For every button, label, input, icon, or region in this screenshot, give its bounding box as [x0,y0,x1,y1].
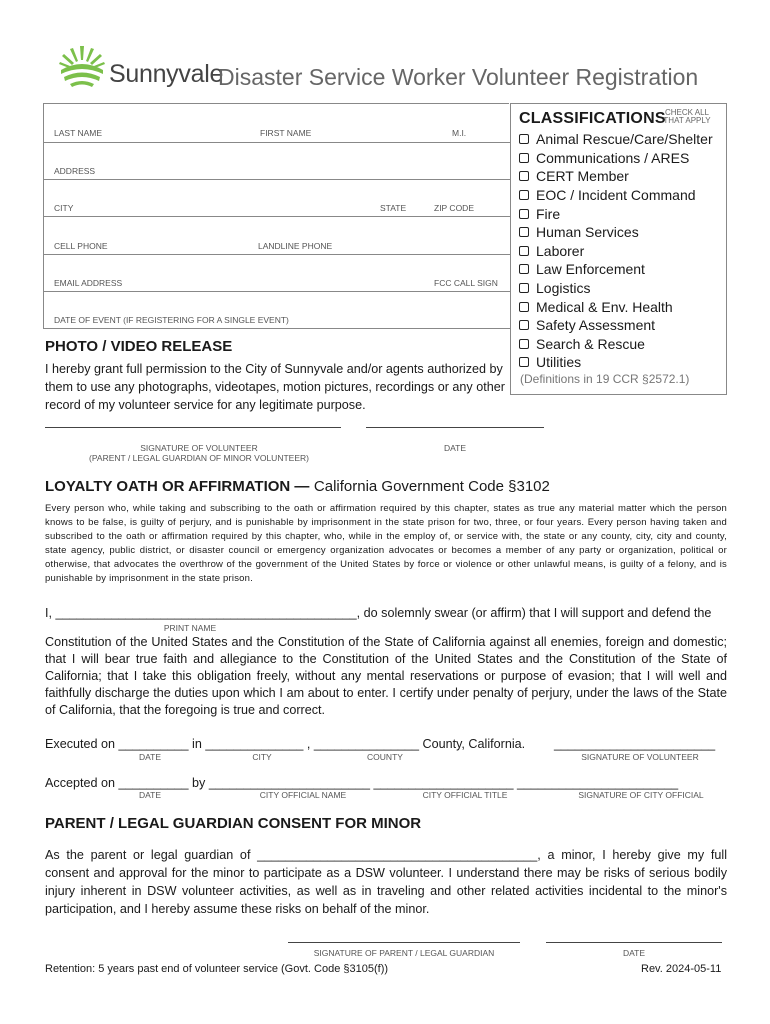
guardian-label: (PARENT / LEGAL GUARDIAN OF MINOR VOLUNTEER) [89,453,309,463]
classification-item[interactable]: Logistics [519,280,590,296]
classification-item[interactable]: Search & Rescue [519,336,645,352]
address-label: ADDRESS [54,166,96,176]
oath-opening[interactable]: I, ___________________________________________, do solemnly swear (or affirm) that I will support and defend the [45,606,712,620]
guardian-signature-label: SIGNATURE OF PARENT / LEGAL GUARDIAN [313,948,495,958]
classification-item[interactable]: Laborer [519,243,584,259]
last-name-label: LAST NAME [54,128,103,138]
phone-field[interactable] [44,254,510,255]
state-label: STATE [380,203,407,213]
classification-item[interactable]: Safety Assessment [519,317,655,333]
classification-item[interactable]: CERT Member [519,168,629,184]
checkbox-icon[interactable] [519,302,529,312]
city-state-zip-field[interactable] [44,216,510,217]
executed-county-label: COUNTY [367,752,403,762]
event-date-label: DATE OF EVENT (IF REGISTERING FOR A SINGLE EVENT) [54,315,289,325]
guardian-date-line[interactable] [546,942,722,943]
photo-release-heading: PHOTO / VIDEO RELEASE [45,338,233,355]
registration-fields [43,103,509,329]
checkbox-icon[interactable] [519,190,529,200]
checkbox-icon[interactable] [519,134,529,144]
landline-phone-label: LANDLINE PHONE [258,241,333,251]
executed-signature-label: SIGNATURE OF VOLUNTEER [581,752,699,762]
date-label: DATE [443,443,467,453]
city-official-signature-label: SIGNATURE OF CITY OFFICIAL [578,790,704,800]
classification-item[interactable]: EOC / Incident Command [519,187,696,203]
revision-date: Rev. 2024-05-11 [641,963,722,975]
retention-note: Retention: 5 years past end of volunteer service (Govt. Code §3105(f)) [45,963,389,975]
checkbox-icon[interactable] [519,153,529,163]
photo-release-text: I hereby grant full permission to the City of Sunnyvale and/or agents authorized by them to use any photographs, videotapes, motion pictures, recordings or any other record of my volunteer service for any legitimate purpose. [45,362,505,412]
photo-release-date-line[interactable] [366,427,544,428]
address-field[interactable] [44,179,510,180]
signature-label: SIGNATURE OF VOLUNTEER [140,443,258,453]
classification-item[interactable]: Human Services [519,224,639,240]
checkbox-icon[interactable] [519,339,529,349]
sunnyvale-logo-icon [58,44,106,90]
mi-label: M.I. [452,128,467,138]
loyalty-heading: LOYALTY OATH OR AFFIRMATION — California Government Code §3102 [45,478,550,495]
city-label: CITY [54,203,74,213]
classification-item[interactable]: Communications / ARES [519,150,689,166]
city-official-name-label: CITY OFFICIAL NAME [259,790,347,800]
checkbox-icon[interactable] [519,227,529,237]
print-name-label: PRINT NAME [163,623,217,633]
classifications-box [510,103,727,395]
oath-body: Constitution of the United States and the Constitution of the State of California against all enemies, foreign and domestic; that I will bear true faith and allegiance to the Constitution of the United States and the Constitution of the State of California; that I take this obligation freely, without any mental reservations or purpose of evasion; that I will well and faithfully discharge the duties upon which I am about to enter. I certify under penalty of perjury, under the laws of the State of California, that the foregoing is true and correct. [45,635,727,717]
executed-city-label: CITY [252,752,272,762]
brand-name: Sunnyvale [109,60,224,88]
checkbox-icon[interactable] [519,209,529,219]
check-all-note: CHECK ALL THAT APPLY [663,108,711,125]
classification-item[interactable]: Fire [519,206,560,222]
zip-label: ZIP CODE [434,203,474,213]
city-official-title-label: CITY OFFICIAL TITLE [422,790,508,800]
accepted-date-label: DATE [138,790,162,800]
loyalty-statute-text: Every person who, while taking and subscribing to the oath or affirmation required by this chapter, states as true any material matter which the person knows to be false, is guilty of perjury, and is punishable by imprisonment in the state prison for two, three, or four years. Every person having taken and subscribed to the oath or affirmation required by this chapter, who, while in the employ of, or service with, the state or any county, city, city and county, state agency, public district, or disaster council or emergency organization advocates or becomes a member of any party or organization, political or otherwise, that advocates the overthrow of the government of the United States by force or violence or other unlawful means, is guilty of a felony, and is punishable by imprisonment in the state prison. [45,503,727,584]
fcc-call-sign-label: FCC CALL SIGN [434,278,498,288]
classification-item[interactable]: Utilities [519,354,581,370]
form-title: Disaster Service Worker Volunteer Registration [218,64,699,90]
classification-definitions: (Definitions in 19 CCR §2572.1) [520,372,690,386]
parent-consent-text[interactable]: As the parent or legal guardian of ________________________________________, a minor, I hereby give my full consent and approval for the minor to participate as a DSW volunteer. I understand there may be risks of serious bodily injury inherent in DSW volunteer activities, as well as in traveling and other related activities incidental to the minor's participation, and I hereby assume these risks on behalf of the minor. [45,848,727,916]
checkbox-icon[interactable] [519,320,529,330]
event-date-field[interactable] [44,328,510,329]
loyalty-code-reference: California Government Code §3102 [313,478,550,495]
checkbox-icon[interactable] [519,264,529,274]
checkbox-icon[interactable] [519,171,529,181]
checkbox-icon[interactable] [519,357,529,367]
executed-line[interactable]: Executed on __________ in ______________ , _______________ County, California. [45,737,526,751]
guardian-date-label: DATE [622,948,646,958]
guardian-signature-line[interactable] [288,942,520,943]
classification-item[interactable]: Law Enforcement [519,261,645,277]
executed-signature-line[interactable]: _______________________ [554,737,716,751]
checkbox-icon[interactable] [519,283,529,293]
accepted-line[interactable]: Accepted on __________ by _______________________ ____________________ _______________________ [45,776,679,790]
volunteer-signature-line[interactable] [45,427,341,428]
classification-item[interactable]: Medical & Env. Health [519,299,673,315]
parent-consent-heading: PARENT / LEGAL GUARDIAN CONSENT FOR MINOR [45,815,422,832]
email-label: EMAIL ADDRESS [54,278,123,288]
last-name-field[interactable] [44,142,510,143]
executed-date-label: DATE [138,752,162,762]
first-name-label: FIRST NAME [260,128,312,138]
classification-item[interactable]: Animal Rescue/Care/Shelter [519,131,713,147]
classifications-title: CLASSIFICATIONS [519,110,666,127]
email-field[interactable] [44,291,510,292]
checkbox-icon[interactable] [519,246,529,256]
cell-phone-label: CELL PHONE [54,241,108,251]
